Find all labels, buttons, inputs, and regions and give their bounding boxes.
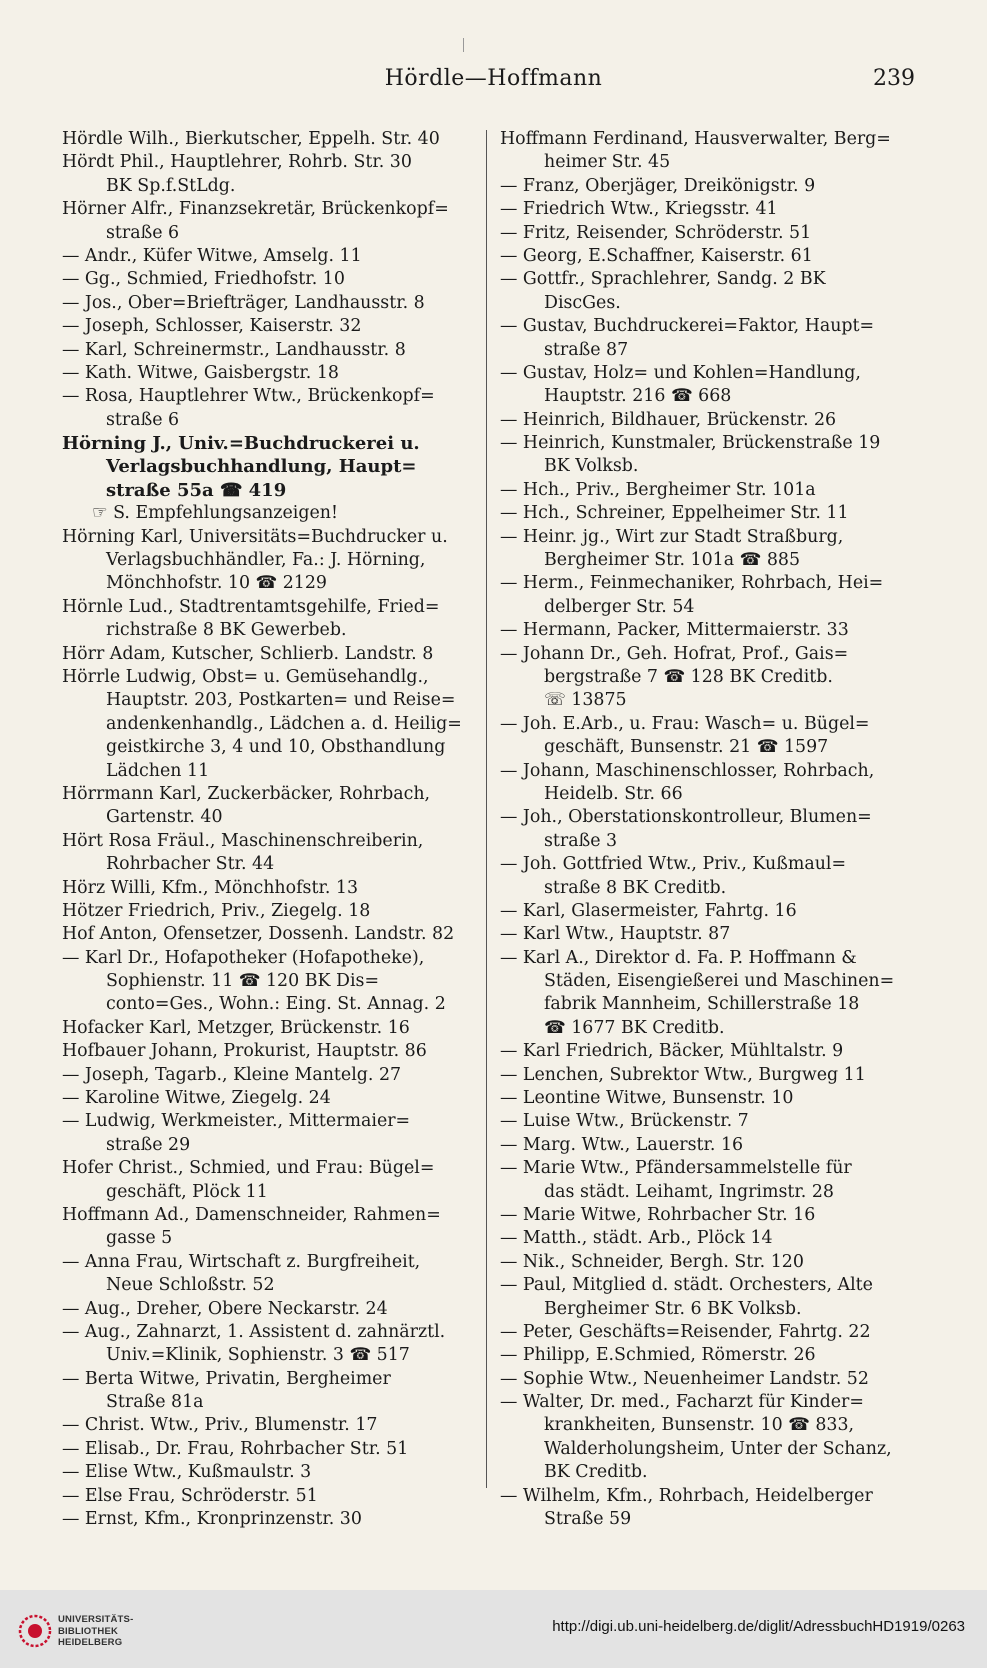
- entry-line: Hörning Karl, Universitäts=Buchdrucker u.: [62, 526, 448, 547]
- entry-line: — Leontine Witwe, Bunsenstr. 10: [500, 1088, 794, 1109]
- entry-line: Bergheimer Str. 101a ☎ 885: [544, 550, 801, 571]
- directory-entry: [62, 1087, 482, 1110]
- directory-entry: [500, 923, 920, 946]
- directory-entry: [500, 1110, 920, 1133]
- directory-entry: [500, 409, 920, 432]
- entry-line: — Christ. Wtw., Priv., Blumenstr. 17: [62, 1415, 378, 1436]
- entry-line: — Paul, Mitglied d. städt. Orchesters, Alte: [500, 1275, 873, 1296]
- directory-entry: [500, 198, 920, 221]
- directory-entry: [500, 315, 920, 362]
- entry-line: Hörner Alfr., Finanzsekretär, Brückenkopf=: [62, 199, 449, 220]
- right-column: [500, 128, 920, 1531]
- entry-line: Verlagsbuchhändler, Fa.: J. Hörning,: [106, 550, 426, 571]
- entry-line: Hofacker Karl, Metzger, Brückenstr. 16: [62, 1017, 410, 1038]
- entry-line: Hörr Adam, Kutscher, Schlierb. Landstr. 8: [62, 643, 434, 664]
- directory-entry: [62, 128, 482, 151]
- directory-entry: [500, 362, 920, 409]
- page-number: 239: [873, 66, 915, 91]
- entry-line: — Matth., städt. Arb., Plöck 14: [500, 1228, 773, 1249]
- entry-line: conto=Ges., Wohn.: Eing. St. Annag. 2: [106, 994, 446, 1015]
- directory-entry: [500, 1227, 920, 1250]
- entry-line: — Friedrich Wtw., Kriegsstr. 41: [500, 199, 778, 220]
- entry-line: Gartenstr. 40: [106, 807, 223, 828]
- entry-line: — Johann, Maschinenschlosser, Rohrbach,: [500, 760, 875, 781]
- directory-entry: [62, 947, 482, 1017]
- entry-line: — Rosa, Hauptlehrer Wtw., Brückenkopf=: [62, 386, 435, 407]
- entry-line: Rohrbacher Str. 44: [106, 854, 275, 875]
- directory-entry: [62, 315, 482, 338]
- directory-entry: [62, 339, 482, 362]
- directory-entry: [62, 877, 482, 900]
- directory-entry: [500, 479, 920, 502]
- entry-line: — Joseph, Schlosser, Kaiserstr. 32: [62, 316, 362, 337]
- directory-entry: [500, 713, 920, 760]
- entry-line: — Joh. E.Arb., u. Frau: Wasch= u. Bügel=: [500, 713, 870, 734]
- entry-line: ☏ 13875: [544, 690, 627, 711]
- directory-entry: [500, 643, 920, 713]
- directory-entry: [62, 666, 482, 783]
- entry-line: — Kath. Witwe, Gaisbergstr. 18: [62, 362, 339, 383]
- source-url-link[interactable]: http://digi.ub.uni-heidelberg.de/diglit/AdressbuchHD1919/0263: [552, 1618, 965, 1635]
- entry-line: fabrik Mannheim, Schillerstraße 18: [544, 994, 860, 1015]
- directory-entry: [500, 1485, 920, 1532]
- directory-entry: [500, 947, 920, 1041]
- entry-line: — Joh. Gottfried Wtw., Priv., Kußmaul=: [500, 854, 847, 875]
- entry-line: gasse 5: [106, 1228, 173, 1249]
- directory-entry: [62, 1204, 482, 1251]
- entry-line: Hördle Wilh., Bierkutscher, Eppelh. Str. 40: [62, 129, 440, 149]
- entry-line: — Andr., Küfer Witwe, Amselg. 11: [62, 245, 362, 266]
- entry-line: Hört Rosa Fräul., Maschinenschreiberin,: [62, 830, 424, 851]
- entry-line: — Fritz, Reisender, Schröderstr. 51: [500, 222, 812, 243]
- directory-entry: [500, 432, 920, 479]
- directory-entry: [500, 1344, 920, 1367]
- entry-line: Hötzer Friedrich, Priv., Ziegelg. 18: [62, 900, 371, 921]
- entry-line: — Nik., Schneider, Bergh. Str. 120: [500, 1251, 804, 1272]
- entry-line: Walderholungsheim, Unter der Schanz,: [544, 1438, 892, 1459]
- entry-line: Hörnle Lud., Stadtrentamtsgehilfe, Fried=: [62, 596, 440, 617]
- entry-line: Straße 59: [544, 1509, 632, 1530]
- entry-line: BK Creditb.: [544, 1462, 648, 1483]
- directory-entry: [500, 128, 920, 175]
- entry-line: krankheiten, Bunsenstr. 10 ☎ 833,: [544, 1415, 855, 1436]
- entry-line: — Georg, E.Schaffner, Kaiserstr. 61: [500, 245, 813, 266]
- entry-line: heimer Str. 45: [544, 152, 671, 173]
- entry-line: delberger Str. 54: [544, 596, 695, 617]
- directory-entry: [62, 1157, 482, 1204]
- entry-line: — Marg. Wtw., Lauerstr. 16: [500, 1134, 744, 1155]
- entry-line: DiscGes.: [544, 292, 621, 313]
- entry-line: — Karl A., Direktor d. Fa. P. Hoffmann &: [500, 947, 857, 968]
- scan-mark: [463, 38, 464, 52]
- directory-entry: [500, 1134, 920, 1157]
- directory-entry: [500, 175, 920, 198]
- entry-line: — Karl Wtw., Hauptstr. 87: [500, 924, 731, 945]
- directory-entry: [62, 1110, 482, 1157]
- directory-entry: [62, 1414, 482, 1437]
- directory-entry: [500, 1064, 920, 1087]
- entry-line: ☎ 1677 BK Creditb.: [544, 1017, 725, 1038]
- directory-entry: [62, 526, 482, 596]
- directory-entry: [62, 292, 482, 315]
- entry-line: Hörrle Ludwig, Obst= u. Gemüsehandlg.,: [62, 666, 429, 687]
- entry-line: Univ.=Klinik, Sophienstr. 3 ☎ 517: [106, 1345, 410, 1366]
- directory-entry: [62, 198, 482, 245]
- entry-line: — Karl Dr., Hofapotheker (Hofapotheke),: [62, 947, 425, 968]
- directory-entry: [62, 1251, 482, 1298]
- entry-line: Hörning J., Univ.=Buchdruckerei u.: [62, 433, 420, 455]
- directory-entry: [62, 245, 482, 268]
- directory-entry: [500, 1204, 920, 1227]
- entry-line: — Karl, Schreinermstr., Landhausstr. 8: [62, 339, 406, 360]
- entry-line: straße 6: [106, 222, 180, 243]
- directory-entry: [500, 1321, 920, 1344]
- directory-entry: [62, 1298, 482, 1321]
- directory-entry: [500, 1274, 920, 1321]
- entry-line: straße 55a ☎ 419: [106, 479, 287, 501]
- entry-line: BK Volksb.: [544, 456, 639, 477]
- library-logo-icon: [18, 1614, 52, 1648]
- entry-line: andenkenhandlg., Lädchen a. d. Heilig=: [106, 713, 462, 734]
- entry-line: — Karl Friedrich, Bäcker, Mühltalstr. 9: [500, 1041, 844, 1062]
- directory-entry: [500, 1251, 920, 1274]
- entry-line: BK Sp.f.StLdg.: [106, 175, 236, 196]
- directory-entry: [62, 783, 482, 830]
- entry-line: — Berta Witwe, Privatin, Bergheimer: [62, 1368, 391, 1389]
- entry-line: — Hch., Schreiner, Eppelheimer Str. 11: [500, 503, 849, 524]
- entry-line: — Peter, Geschäfts=Reisender, Fahrtg. 22: [500, 1321, 871, 1342]
- entry-line: — Gg., Schmied, Friedhofstr. 10: [62, 269, 345, 290]
- entry-line: Städen, Eisengießerei und Maschinen=: [544, 971, 895, 992]
- entry-line: Hörz Willi, Kfm., Mönchhofstr. 13: [62, 877, 359, 898]
- entry-line: — Sophie Wtw., Neuenheimer Landstr. 52: [500, 1368, 869, 1389]
- entry-line: straße 3: [544, 830, 618, 851]
- entry-line: — Gottfr., Sprachlehrer, Sandg. 2 BK: [500, 269, 826, 290]
- directory-entry: [62, 1368, 482, 1415]
- library-logo-text: [58, 1614, 133, 1649]
- entry-line: straße 6: [106, 409, 180, 430]
- entry-line: — Hermann, Packer, Mittermaierstr. 33: [500, 620, 849, 641]
- entry-line: Hoffmann Ferdinand, Hausverwalter, Berg=: [500, 129, 891, 149]
- entry-line: — Else Frau, Schröderstr. 51: [62, 1485, 318, 1506]
- directory-entry: [500, 1391, 920, 1485]
- directory-entry: [500, 526, 920, 573]
- entry-line: richstraße 8 BK Gewerbeb.: [106, 620, 347, 641]
- directory-entry: [62, 900, 482, 923]
- entry-line: bergstraße 7 ☎ 128 BK Creditb.: [544, 666, 833, 687]
- entry-line: — Karoline Witwe, Ziegelg. 24: [62, 1088, 331, 1109]
- entry-line: — Joseph, Tagarb., Kleine Mantelg. 27: [62, 1064, 402, 1085]
- entry-line: Hof Anton, Ofensetzer, Dossenh. Landstr. 82: [62, 924, 455, 945]
- directory-entry: [62, 923, 482, 946]
- entry-line: — Elise Wtw., Kußmaulstr. 3: [62, 1462, 312, 1483]
- entry-line: Hauptstr. 216 ☎ 668: [544, 386, 732, 407]
- directory-entry: [62, 268, 482, 291]
- entry-line: geistkirche 3, 4 und 10, Obsthandlung: [106, 737, 446, 758]
- entry-line: — Lenchen, Subrektor Wtw., Burgweg 11: [500, 1064, 866, 1085]
- running-head: [0, 66, 987, 96]
- entry-line: geschäft, Plöck 11: [106, 1181, 268, 1202]
- entry-line: Hörrmann Karl, Zuckerbäcker, Rohrbach,: [62, 783, 431, 804]
- directory-entry: [62, 1321, 482, 1368]
- library-logo: [18, 1608, 134, 1658]
- directory-entry: [500, 1087, 920, 1110]
- directory-entry: [62, 1508, 482, 1531]
- directory-entry: [62, 596, 482, 643]
- entry-line: — Heinr. jg., Wirt zur Stadt Straßburg,: [500, 526, 844, 547]
- entry-line: Verlagsbuchhandlung, Haupt=: [106, 456, 417, 478]
- directory-entry: [500, 222, 920, 245]
- left-column: [62, 128, 482, 1531]
- entry-line: — Philipp, E.Schmied, Römerstr. 26: [500, 1345, 816, 1366]
- entry-line: Mönchhofstr. 10 ☎ 2129: [106, 573, 327, 594]
- directory-entry: [500, 245, 920, 268]
- entry-line: — Hch., Priv., Bergheimer Str. 101a: [500, 479, 816, 500]
- directory-entry: [500, 1368, 920, 1391]
- entry-line: — Wilhelm, Kfm., Rohrbach, Heidelberger: [500, 1485, 873, 1506]
- entry-line: — Ludwig, Werkmeister., Mittermaier=: [62, 1111, 411, 1132]
- logo-line: UNIVERSITÄTS-: [58, 1614, 134, 1625]
- directory-entry: [500, 1040, 920, 1063]
- directory-entry: [62, 151, 482, 198]
- entry-line: straße 29: [106, 1134, 191, 1155]
- entry-line: — Heinrich, Kunstmaler, Brückenstraße 19: [500, 433, 881, 454]
- entry-line: — Gustav, Buchdruckerei=Faktor, Haupt=: [500, 316, 875, 337]
- column-divider: [486, 130, 487, 1488]
- directory-entry: [500, 900, 920, 923]
- directory-entry: [62, 1485, 482, 1508]
- entry-line: — Anna Frau, Wirtschaft z. Burgfreiheit,: [62, 1251, 421, 1272]
- entry-line: — Johann Dr., Geh. Hofrat, Prof., Gais=: [500, 643, 849, 664]
- entry-line: Hofbauer Johann, Prokurist, Hauptstr. 86: [62, 1041, 427, 1062]
- footer-bar: [0, 1590, 987, 1668]
- directory-entry: [500, 806, 920, 853]
- directory-entry: [500, 502, 920, 525]
- directory-entry: [62, 1064, 482, 1087]
- directory-entry: [500, 619, 920, 642]
- directory-entry: [62, 643, 482, 666]
- entry-line: — Heinrich, Bildhauer, Brückenstr. 26: [500, 409, 837, 430]
- directory-entry: [500, 1157, 920, 1204]
- entry-line: Lädchen 11: [106, 760, 210, 781]
- directory-entry: [62, 1438, 482, 1461]
- entry-line: Sophienstr. 11 ☎ 120 BK Dis=: [106, 971, 380, 992]
- entry-line: Neue Schloßstr. 52: [106, 1275, 275, 1296]
- entry-line: — Marie Wtw., Pfändersammelstelle für: [500, 1158, 852, 1179]
- entry-line: — Luise Wtw., Brückenstr. 7: [500, 1111, 749, 1132]
- entry-line: Hördt Phil., Hauptlehrer, Rohrb. Str. 30: [62, 152, 412, 173]
- directory-entry: [500, 268, 920, 315]
- directory-entry: [500, 853, 920, 900]
- entry-line: — Ernst, Kfm., Kronprinzenstr. 30: [62, 1509, 362, 1530]
- entry-line: — Walter, Dr. med., Facharzt für Kinder=: [500, 1392, 864, 1413]
- running-title: Hördle—Hoffmann: [384, 66, 603, 91]
- directory-entry: [62, 502, 482, 525]
- directory-entry: [500, 572, 920, 619]
- directory-entry: [62, 830, 482, 877]
- entry-line: Hauptstr. 203, Postkarten= und Reise=: [106, 690, 456, 711]
- directory-entry: [62, 1017, 482, 1040]
- entry-line: ☞ S. Empfehlungsanzeigen!: [92, 503, 338, 524]
- entry-line: Hofer Christ., Schmied, und Frau: Bügel=: [62, 1158, 435, 1179]
- entry-line: Heidelb. Str. 66: [544, 783, 683, 804]
- entry-line: Straße 81a: [106, 1392, 204, 1413]
- entry-line: das städt. Leihamt, Ingrimstr. 28: [544, 1181, 834, 1202]
- directory-entry: [62, 385, 482, 432]
- entry-line: — Joh., Oberstationskontrolleur, Blumen=: [500, 807, 872, 828]
- entry-line: — Jos., Ober=Briefträger, Landhausstr. 8: [62, 292, 425, 313]
- entry-line: — Karl, Glasermeister, Fahrtg. 16: [500, 900, 797, 921]
- entry-line: — Elisab., Dr. Frau, Rohrbacher Str. 51: [62, 1438, 409, 1459]
- entry-line: straße 87: [544, 339, 629, 360]
- entry-line: Bergheimer Str. 6 BK Volksb.: [544, 1298, 802, 1319]
- directory-entry: [500, 760, 920, 807]
- entry-line: — Aug., Zahnarzt, 1. Assistent d. zahnärztl.: [62, 1321, 446, 1342]
- entry-line: — Franz, Oberjäger, Dreikönigstr. 9: [500, 175, 816, 196]
- entry-line: — Marie Witwe, Rohrbacher Str. 16: [500, 1204, 816, 1225]
- entry-line: — Gustav, Holz= und Kohlen=Handlung,: [500, 362, 861, 383]
- directory-entry: [62, 432, 482, 502]
- directory-entry: [62, 1040, 482, 1063]
- entry-line: — Aug., Dreher, Obere Neckarstr. 24: [62, 1298, 388, 1319]
- entry-line: geschäft, Bunsenstr. 21 ☎ 1597: [544, 737, 829, 758]
- entry-line: Hoffmann Ad., Damenschneider, Rahmen=: [62, 1204, 441, 1225]
- directory-entry: [62, 1461, 482, 1484]
- logo-line: BIBLIOTHEK: [58, 1625, 119, 1637]
- entry-line: straße 8 BK Creditb.: [544, 877, 727, 898]
- logo-line: HEIDELBERG: [58, 1637, 123, 1648]
- entry-line: — Herm., Feinmechaniker, Rohrbach, Hei=: [500, 573, 884, 594]
- directory-entry: [62, 362, 482, 385]
